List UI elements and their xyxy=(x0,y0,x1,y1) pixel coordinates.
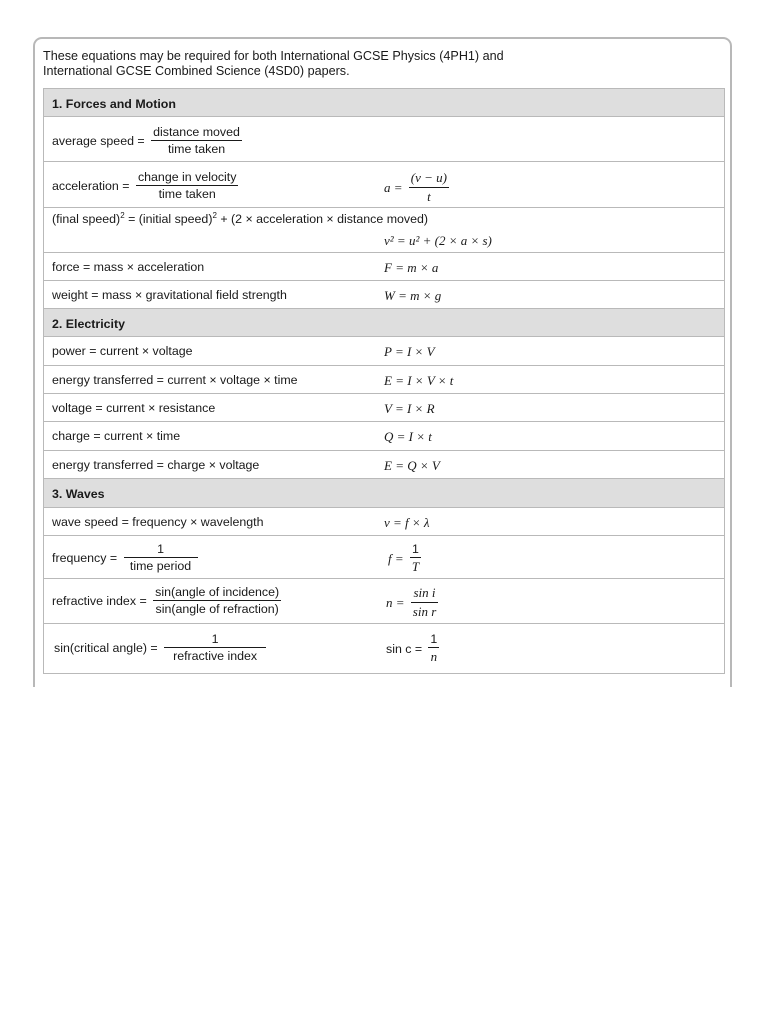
fraction: $\frac{\text{change in velocity}}{\text{time taken}}$ xyxy=(137,170,237,201)
word-equation: sin(critical angle) = $\frac{1}{\text{refractive index}}$ xyxy=(54,632,269,663)
fraction: $\frac{1}{n}$ xyxy=(430,632,438,664)
intro-line-1: These equations may be required for both International GCSE Physics (4PH1) and xyxy=(43,49,504,63)
word-equation: frequency = $\frac{1}{\text{time period}}$ xyxy=(52,542,201,573)
word-equation: acceleration = $\frac{\text{change in velocity}}{\text{time taken}}$ xyxy=(52,170,237,201)
word-equation: voltage = current × resistance xyxy=(52,401,216,415)
equation-row-energy-qv xyxy=(44,451,724,479)
equation-row-force xyxy=(44,253,724,281)
word-equation: power = current × voltage xyxy=(52,344,193,358)
section-header-waves xyxy=(44,479,724,508)
symbol-equation: v = f × λ xyxy=(384,515,430,530)
fraction: $\frac{(v - u)}{t}$ xyxy=(410,170,447,204)
equation-row-final-speed xyxy=(44,208,724,253)
section-header-forces xyxy=(44,88,724,117)
equations-table xyxy=(43,88,725,674)
equation-row-weight xyxy=(44,281,724,309)
equation-row-power xyxy=(44,337,724,366)
symbol-equation: n = $\frac{\text{sin i}}{\text{sin r}}$ xyxy=(386,585,437,619)
word-equation: average speed = $\frac{\text{distance moved}}{\text{time taken}}$ xyxy=(52,125,240,156)
equation-row-charge xyxy=(44,422,724,451)
word-equation: refractive index = $\frac{\text{sin(angle of incidence)}}{\text{sin(angle of refraction)}}$ xyxy=(52,585,280,616)
fraction: $\frac{\text{sin(angle of incidence)}}{\text{sin(angle of refraction)}}$ xyxy=(155,585,280,616)
symbol-equation: f = $\frac{1}{T}$ xyxy=(388,542,420,574)
section-title: 3. Waves xyxy=(52,487,105,501)
word-equation: charge = current × time xyxy=(52,429,181,443)
word-equation: force = mass × acceleration xyxy=(52,260,205,274)
symbol-equation: v² = u² + (2 × a × s) xyxy=(384,233,492,248)
equation-row-frequency xyxy=(44,536,724,579)
symbol-equation: a = $\frac{(v - u)}{t}$ xyxy=(384,170,447,204)
fraction: $\frac{1}{\text{refractive index}}$ xyxy=(164,632,266,663)
word-equation: weight = mass × gravitational field strength xyxy=(52,288,287,302)
symbol-equation: E = I × V × t xyxy=(384,373,454,388)
symbol-equation: P = I × V xyxy=(384,344,435,359)
symbol-equation: F = m × a xyxy=(384,260,439,275)
section-header-electricity xyxy=(44,309,724,337)
intro-line-2: International GCSE Combined Science (4SD0) papers. xyxy=(43,64,350,78)
word-equation: energy transferred = charge × voltage xyxy=(52,458,260,472)
section-title: 2. Electricity xyxy=(52,317,126,331)
symbol-equation: E = Q × V xyxy=(384,458,440,473)
symbol-equation: sin c = $\frac{1}{n}$ xyxy=(386,632,438,664)
symbol-equation: W = m × g xyxy=(384,288,442,303)
equation-row-refractive-index xyxy=(44,579,724,624)
section-title: 1. Forces and Motion xyxy=(52,97,176,111)
fraction: $\frac{1}{\text{time period}}$ xyxy=(124,542,198,573)
symbol-equation: Q = I × t xyxy=(384,429,432,444)
equation-row-critical-angle xyxy=(44,624,724,674)
equation-row-acceleration xyxy=(44,162,724,208)
word-equation: (final speed)$^2$ = (initial speed)$^2$ + (2 × acceleration × distance moved) xyxy=(52,211,429,227)
equation-row-wave-speed xyxy=(44,508,724,536)
fraction: $\frac{\text{distance moved}}{\text{time taken}}$ xyxy=(153,125,240,156)
word-equation: wave speed = frequency × wavelength xyxy=(52,515,264,529)
equation-row-voltage xyxy=(44,394,724,422)
word-equation: energy transferred = current × voltage × time xyxy=(52,373,298,387)
symbol-equation: V = I × R xyxy=(384,401,435,416)
intro-text xyxy=(43,49,703,79)
equation-row-average-speed xyxy=(44,117,724,162)
fraction: $\frac{1}{T}$ xyxy=(411,542,420,574)
equation-row-energy-ivt xyxy=(44,366,724,394)
fraction: $\frac{\text{sin i}}{\text{sin r}}$ xyxy=(412,585,437,619)
